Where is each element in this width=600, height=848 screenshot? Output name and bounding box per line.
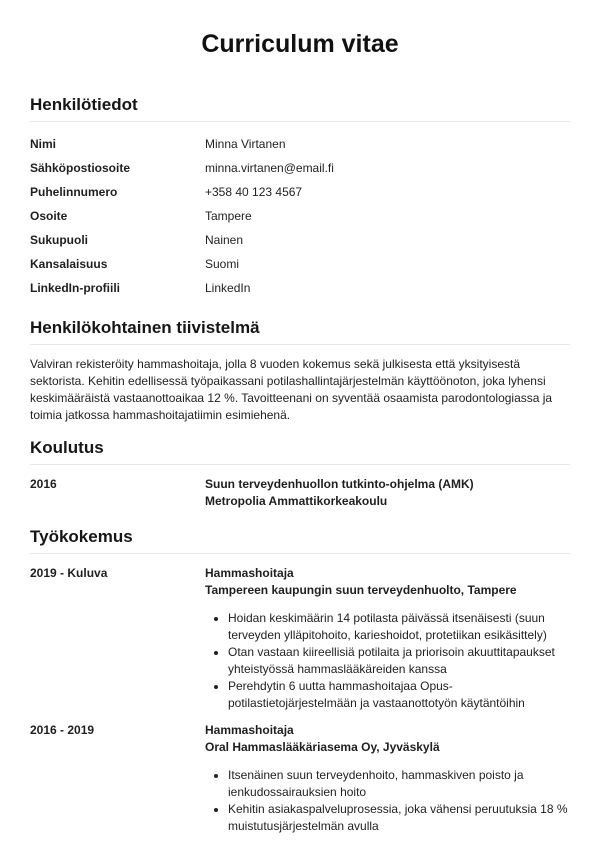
experience-entry (30, 722, 570, 835)
section-heading-personal: Henkilötiedot (30, 95, 570, 122)
employer: Oral Hammaslääkäriasema Oy, Jyväskylä (205, 740, 440, 754)
experience-period: 2019 - Kuluva (30, 566, 108, 580)
info-label: LinkedIn-profiili (30, 280, 120, 295)
info-label: Sukupuoli (30, 232, 88, 247)
education-degree: Suun terveydenhuollon tutkinto-ohjelma (AMK) (205, 477, 474, 491)
section-heading-education: Koulutus (30, 438, 570, 465)
job-title: Hammashoitaja (205, 566, 294, 580)
education-details (205, 476, 570, 510)
info-value-email: minna.virtanen@email.fi (205, 160, 334, 175)
info-value-phone: +358 40 123 4567 (205, 184, 303, 199)
job-duties-list (205, 610, 570, 712)
info-label: Osoite (30, 208, 68, 223)
info-row-linkedin (30, 276, 570, 300)
info-row-phone (30, 180, 570, 204)
info-value-name: Minna Virtanen (205, 136, 286, 151)
experience-period: 2016 - 2019 (30, 723, 95, 737)
experience-details (205, 565, 570, 712)
job-duty: • Perehdytin 6 uutta hammashoitajaa Opus-potilastietojärjestelmään ja vastaanottotyön käytäntöihin (228, 678, 570, 712)
job-title: Hammashoitaja (205, 723, 294, 737)
info-label: Nimi (30, 136, 57, 151)
section-heading-experience: Työkokemus (30, 527, 570, 554)
info-row-name (30, 132, 570, 156)
job-duty: • Otan vastaan kiireellisiä potilaita ja priorisoin akuuttitapaukset yhteistyössä hammaslääkäreiden kanssa (228, 644, 570, 678)
education-period: 2016 (30, 477, 57, 491)
info-value-address: Tampere (205, 208, 252, 223)
job-duty: • Kehitin asiakaspalveluprosessia, joka vähensi peruutuksia 18 % muistutusjärjestelmän avulla (228, 801, 570, 835)
info-row-gender (30, 228, 570, 252)
info-row-nationality (30, 252, 570, 276)
job-duties-list (205, 767, 570, 835)
info-label: Sähköpostiosoite (30, 160, 131, 175)
info-label: Puhelinnumero (30, 184, 118, 199)
personal-info-table (30, 132, 570, 300)
experience-details (205, 722, 570, 835)
job-duty: • Hoidan keskimäärin 14 potilasta päivässä itsenäisesti (suun terveyden ylläpitohoito, karieshoidot, protetiikan esikäsittely) (228, 610, 570, 644)
job-duty: • Itsenäinen suun terveydenhoito, hammaskiven poisto ja ienkudossairauksien hoito (228, 767, 570, 801)
education-entry (30, 476, 570, 510)
linkedin-link[interactable]: LinkedIn (205, 280, 251, 295)
summary-text: Valviran rekisteröity hammashoitaja, jolla 8 vuoden kokemus sekä julkisesta että yksityisestä sektorista. Kehitin edellisessä työpaikassani potilashallintajärjestelmän käyttöönoton, joka lyhensi keskimääräistä vastaanottoaikaa 12 %. Tavoitteenani on syventää osaamista parodontologiassa ja toimia jatkossa hammashoitajatiimin esimiehenä. (30, 357, 553, 422)
employer: Tampereen kaupungin suun terveydenhuolto, Tampere (205, 583, 517, 597)
document-title: Curriculum vitae (201, 30, 399, 58)
experience-entry (30, 565, 570, 712)
info-row-address (30, 204, 570, 228)
education-school: Metropolia Ammattikorkeakoulu (205, 494, 388, 508)
info-label: Kansalaisuus (30, 256, 108, 271)
info-row-email (30, 156, 570, 180)
section-heading-summary: Henkilökohtainen tiivistelmä (30, 318, 570, 345)
info-value-nationality: Suomi (205, 256, 240, 271)
info-value-gender: Nainen (205, 232, 244, 247)
